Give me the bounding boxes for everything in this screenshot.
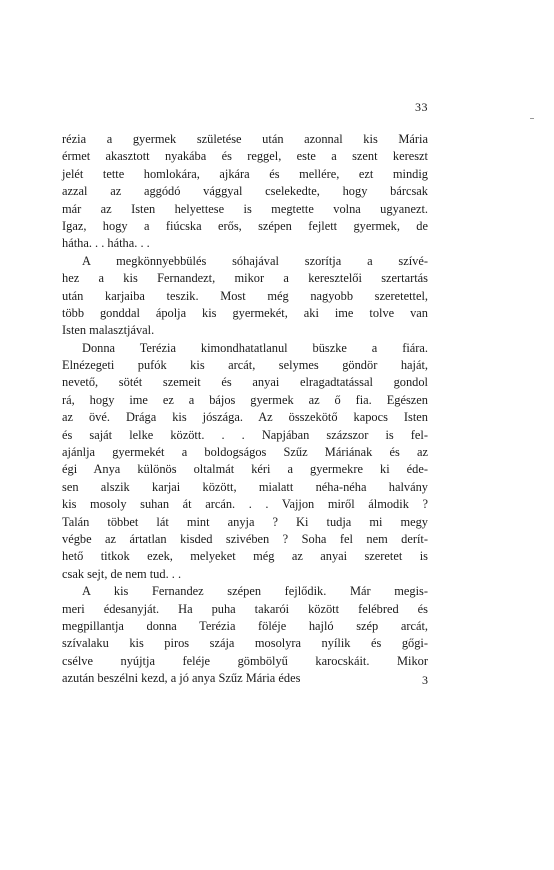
text-line: és saját lelke között. . . Napjában százszor is fel-	[62, 427, 428, 442]
text-line: végbe az ártatlan kisded szivében ? Soha fel nem derít-	[62, 531, 428, 546]
text-line: csak sejt, de nem tud. . .	[62, 566, 182, 581]
text-line: az övé. Drága kis jószága. Az összekötő kapocs Isten	[62, 410, 428, 425]
text-line: hető titkok ezek, melyeket még az anyai szeretet is	[62, 549, 428, 564]
paragraph	[62, 253, 428, 340]
text-line: csélve nyújtja feléje gömbölyű karocskáit. Mikor	[62, 653, 428, 668]
text-line: több gonddal ápolja kis gyermekét, aki ime tolve van	[62, 305, 428, 320]
paragraph	[62, 131, 428, 253]
text-line: ajánlja gyermekét a boldogságos Szűz Máriának és az	[62, 445, 428, 460]
text-line: Isten malasztjával.	[62, 323, 155, 338]
text-line: égi Anya különös oltalmát kéri a gyermekre ki éde-	[62, 462, 428, 477]
text-line: Donna Terézia kimondhatatlanul büszke a fiára.	[82, 340, 428, 355]
text-line: jelét tette homlokára, ajkára és mellére, ezt mindig	[62, 166, 428, 181]
text-line: rézia a gyermek születése után azonnal kis Mária	[62, 132, 428, 146]
text-line: azután beszélni kezd, a jó anya Szűz Mária édes	[62, 671, 301, 686]
text-line: azzal az aggódó vággyal cselekedte, hogy bárcsak	[62, 184, 428, 199]
text-line: Talán többet lát mint anyja ? Ki tudja mi megy	[62, 514, 428, 529]
text-line: Elnézegeti pufók kis arcát, selymes göndör haját,	[62, 358, 428, 373]
signature-mark: 3	[422, 673, 428, 687]
text-line: hez a kis Fernandezt, mikor a keresztelői szertartás	[62, 271, 428, 286]
paragraph	[62, 583, 428, 687]
paragraph	[62, 340, 428, 583]
text-line: sen alszik karjai között, mialatt néha-néha halvány	[62, 479, 428, 494]
text-line: nevető, sötét szemeit és anyai elragadtatással gondol	[62, 375, 428, 390]
margin-mark	[530, 118, 534, 119]
text-line: után karjaiba teszik. Most még nagyobb szeretettel,	[62, 288, 428, 303]
text-line: rá, hogy ime ez a bájos gyermek az ő fia. Egészen	[62, 392, 428, 407]
body-text	[62, 131, 428, 688]
text-line: megpillantja donna Terézia föléje hajló szép arcát,	[62, 618, 428, 633]
text-line: A megkönnyebbülés sóhajával szorítja a szívé-	[82, 253, 428, 268]
text-line: A kis Fernandez szépen fejlődik. Már megis-	[82, 584, 428, 599]
page-number: 33	[415, 100, 428, 114]
text-line: már az Isten helyettese is megtette volna ugyanezt.	[62, 201, 428, 216]
text-line: kis mosoly suhan át arcán. . . Vajjon miről álmodik ?	[62, 497, 428, 512]
text-line: érmet akasztott nyakába és reggel, este a szent kereszt	[62, 149, 428, 164]
text-line: hátha. . . hátha. . .	[62, 236, 150, 251]
text-line: meri édesanyját. Ha puha takarói között felébred és	[62, 601, 428, 616]
text-line: Igaz, hogy a fiúcska erős, szépen fejlett gyermek, de	[62, 218, 428, 233]
text-line: szívalaku kis piros szája mosolyra nyílik és gőgi-	[62, 636, 428, 651]
